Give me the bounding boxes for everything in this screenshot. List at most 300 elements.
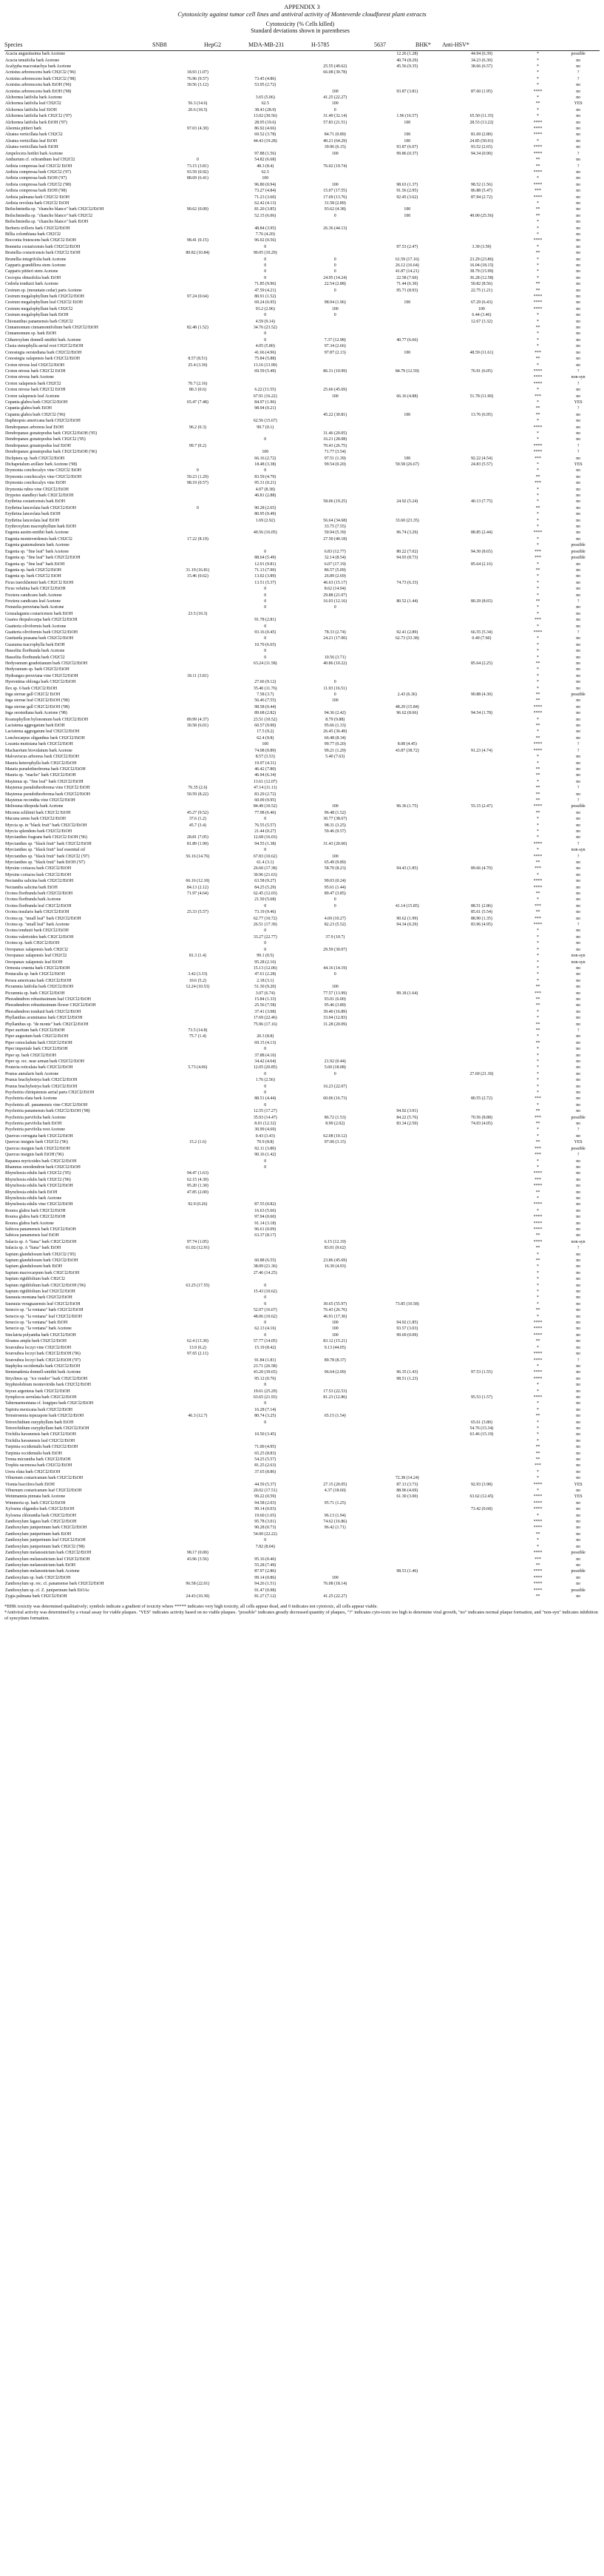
value-cell: [165, 1575, 230, 1581]
species-cell: Freziera candicans bark Acetone: [5, 593, 62, 598]
value-cell: [231, 1276, 300, 1282]
value-cell: [165, 1289, 230, 1295]
value-cell: *: [537, 1538, 539, 1543]
species-cell: Sapium rigidifolium leaf CH2Cl2/EtOH: [5, 1289, 75, 1295]
value-cell: [165, 1388, 230, 1394]
value-cell: **: [535, 810, 540, 815]
table-row: [4, 1338, 600, 1344]
value-cell: 90.62 (0.00): [186, 207, 208, 212]
value-cell: 0: [264, 263, 267, 269]
value-cell: [300, 1077, 370, 1083]
species-cell: Rourea glabra bark Acetone: [5, 1221, 54, 1226]
value-cell: ?: [577, 599, 580, 604]
value-cell: 91.56 (2.95): [396, 189, 418, 194]
value-cell: 17.5 (9.2): [257, 729, 274, 735]
value-cell: 74.73 (6.33): [396, 580, 418, 585]
table-row: [4, 175, 600, 181]
table-row: [4, 169, 600, 175]
species-cell: Cedrela tonduzii bark Acetone: [5, 282, 58, 287]
species-cell: Ardisia compressa bark EtOH ('98): [5, 189, 67, 194]
table-row: [4, 393, 600, 399]
value-cell: 0: [333, 263, 336, 269]
species-cell: Myrcia sp. in "black fruit" bark CH2Cl2/EtOH: [5, 823, 87, 828]
value-cell: [444, 1351, 519, 1357]
value-cell: 32.14 (8.54): [324, 556, 346, 561]
value-cell: [165, 151, 230, 157]
table-row: [4, 860, 600, 866]
value-cell: 7.76 (4.20): [255, 232, 275, 237]
value-cell: 44.59 (5.37): [254, 1482, 276, 1487]
value-cell: [300, 1419, 370, 1425]
value-cell: 13.51 (5.37): [254, 580, 276, 585]
value-cell: **: [535, 1140, 540, 1145]
value-cell: [165, 779, 230, 785]
species-cell: Sapium glandulosum bark CH2Cl2/EtOH: [5, 1258, 78, 1264]
value-cell: ****: [533, 1321, 543, 1326]
value-cell: 7.37 (12.98): [324, 337, 346, 343]
value-cell: 76.08 (18.14): [323, 1582, 347, 1587]
value-cell: YES: [574, 1482, 583, 1487]
value-cell: 62.42 (4.13): [254, 200, 276, 206]
value-cell: no: [576, 1476, 581, 1481]
value-cell: [165, 903, 230, 909]
value-cell: [370, 561, 445, 567]
value-cell: no: [576, 1196, 581, 1201]
species-cell: Quercus insignis bark CH2Cl2/EtOH: [5, 1146, 70, 1151]
value-cell: no: [576, 698, 581, 704]
table-row: [4, 617, 600, 623]
species-cell: Maytenus sp. "fine leaf" bark CH2Cl2/EtOH: [5, 779, 84, 784]
value-cell: **: [535, 412, 540, 417]
value-cell: [444, 1400, 519, 1406]
value-cell: [370, 779, 445, 785]
value-cell: no: [576, 717, 581, 722]
value-cell: [300, 978, 370, 984]
value-cell: [300, 126, 370, 132]
value-cell: [370, 1233, 445, 1238]
value-cell: [444, 1052, 519, 1058]
species-cell: Tapirira mexicana bark CH2Cl2/EtOH: [5, 1407, 73, 1412]
value-cell: 15.43 (10.62): [253, 1289, 277, 1295]
value-cell: ****: [533, 169, 543, 175]
value-cell: no: [576, 891, 581, 897]
value-cell: 81.20 (3.85): [254, 207, 276, 212]
species-cell: Nectandra salicina bark EtOH: [5, 885, 58, 890]
value-cell: no: [576, 337, 581, 343]
value-cell: [444, 1233, 519, 1238]
value-cell: [165, 1276, 230, 1282]
value-cell: no: [576, 518, 581, 523]
value-cell: [370, 1196, 445, 1201]
value-cell: [370, 1065, 445, 1070]
value-cell: 56.16 (14.76): [186, 854, 210, 859]
value-cell: 93.01 (6.00): [324, 997, 346, 1002]
value-cell: *: [537, 1016, 539, 1021]
table-row: [4, 760, 600, 766]
value-cell: 95.66 (1.33): [324, 724, 346, 729]
value-cell: [444, 1239, 519, 1245]
table-row: [4, 1581, 600, 1587]
value-cell: 76.55 (5.57): [254, 823, 276, 828]
value-cell: no: [576, 587, 581, 592]
value-cell: [165, 741, 230, 747]
table-row: [4, 1594, 600, 1599]
value-cell: *: [537, 244, 539, 249]
value-cell: **: [535, 1233, 540, 1238]
species-cell: Inga oerstediana bark Acetone ('98): [5, 711, 67, 716]
value-cell: 18.48 (3.38): [254, 462, 276, 468]
value-cell: 0: [333, 213, 336, 218]
value-cell: **: [535, 773, 540, 778]
value-cell: no: [576, 313, 581, 318]
value-cell: 29.59 (30.07): [323, 947, 347, 952]
value-cell: [444, 1152, 519, 1158]
value-cell: 91.78 (2.81): [254, 618, 276, 623]
value-cell: [444, 250, 519, 256]
value-cell: [165, 1090, 230, 1096]
value-cell: 41.66 (4.96): [254, 350, 276, 355]
value-cell: [370, 1506, 445, 1512]
footnotes: [4, 1604, 600, 1622]
value-cell: 0: [333, 972, 336, 977]
value-cell: *: [537, 437, 539, 442]
value-cell: ?: [577, 163, 580, 169]
value-cell: 81.69 (2.80): [470, 132, 492, 138]
value-cell: 62.4 (9.8): [257, 735, 274, 741]
value-cell: 0: [264, 1283, 267, 1288]
value-cell: no: [576, 866, 581, 871]
table-row: [4, 1214, 600, 1220]
value-cell: [165, 306, 230, 312]
value-cell: 67.29 (6.43): [470, 300, 492, 306]
value-cell: [370, 418, 445, 424]
value-cell: no: [576, 1016, 581, 1021]
table-row: [4, 188, 600, 194]
value-cell: 0: [264, 257, 267, 262]
value-cell: 88.85 (2.44): [470, 530, 492, 536]
value-cell: [300, 1289, 370, 1295]
value-cell: 97.24 (0.64): [186, 294, 208, 300]
value-cell: [165, 934, 230, 940]
value-cell: [231, 64, 300, 70]
value-cell: 22.54 (2.88): [324, 282, 346, 287]
value-cell: 94.34 (0.29): [396, 923, 418, 928]
value-cell: *: [537, 76, 539, 81]
value-cell: [444, 511, 519, 517]
value-cell: 20.6 (18.5): [188, 107, 208, 112]
species-cell: Zanthoxylum melanostictum bark CH2Cl2/EtOH: [5, 1551, 92, 1556]
value-cell: possible: [571, 1115, 586, 1120]
value-cell: 25.55 (49.62): [323, 64, 347, 70]
value-cell: ***: [535, 481, 541, 486]
value-cell: no: [576, 232, 581, 237]
table-row: [4, 897, 600, 903]
value-cell: [300, 1152, 370, 1158]
table-row: [4, 462, 600, 468]
value-cell: 6.83 (12.77): [324, 549, 346, 554]
column-header: [4, 21, 600, 51]
value-cell: 83.59 (4.79): [254, 474, 276, 479]
species-cell: Capparis grandiflora stem Acetone: [5, 263, 66, 269]
table-row: [4, 642, 600, 648]
value-cell: [165, 1407, 230, 1413]
value-cell: 0: [264, 437, 267, 442]
value-cell: 94.58 (2.03): [254, 1500, 276, 1506]
value-cell: [444, 1313, 519, 1319]
value-cell: [231, 412, 300, 418]
value-cell: 2.43 (6.36): [397, 692, 417, 698]
value-cell: [444, 586, 519, 592]
value-cell: [370, 1519, 445, 1525]
table-row: [4, 542, 600, 548]
value-cell: [444, 1338, 519, 1344]
value-cell: [300, 872, 370, 878]
value-cell: [444, 1201, 519, 1207]
value-cell: **: [535, 997, 540, 1002]
species-cell: Trichilia havanensis leaf CH2Cl2/EtOH: [5, 1438, 75, 1443]
value-cell: **: [535, 1190, 540, 1195]
value-cell: [300, 1282, 370, 1288]
value-cell: [444, 853, 519, 859]
species-cell: Viburnum costaricanum bark CH2Cl2/EtOH: [5, 1476, 84, 1481]
table-row: [4, 250, 600, 256]
value-cell: [300, 1531, 370, 1537]
value-cell: [370, 884, 445, 890]
species-cell: Conostegia oerstediana bark CH2Cl2/EtOH: [5, 350, 82, 355]
value-cell: 96.35 (1.43): [396, 1370, 418, 1375]
value-cell: ***: [535, 549, 541, 554]
value-cell: *: [537, 1047, 539, 1052]
value-cell: [370, 1158, 445, 1164]
value-cell: 100: [262, 450, 269, 455]
value-cell: 40.86 (10.22): [323, 661, 347, 667]
table-row: [4, 1028, 600, 1034]
value-cell: *: [537, 1513, 539, 1518]
value-cell: [444, 959, 519, 965]
value-cell: 56.3 (14.6): [188, 101, 208, 107]
value-cell: no: [576, 182, 581, 187]
value-cell: *: [537, 107, 539, 112]
table-row: [4, 1363, 600, 1369]
value-cell: 92.11 (3.80): [254, 1146, 276, 1151]
value-cell: **: [535, 599, 540, 604]
value-cell: [370, 449, 445, 455]
value-cell: 21.92 (0.44): [324, 1059, 346, 1065]
value-cell: no: [576, 655, 581, 660]
value-cell: 44.16 (14.19): [323, 965, 347, 971]
value-cell: [165, 1376, 230, 1382]
value-cell: no: [576, 711, 581, 716]
value-cell: no: [576, 1383, 581, 1388]
value-cell: no: [576, 487, 581, 492]
value-cell: 98.17 (0.00): [186, 1551, 208, 1556]
value-cell: 52.15 (6.06): [254, 213, 276, 218]
value-cell: *: [537, 1488, 539, 1494]
value-cell: [370, 1295, 445, 1301]
value-cell: **: [535, 724, 540, 729]
value-cell: *: [537, 636, 539, 641]
value-cell: no: [576, 350, 581, 355]
value-cell: [370, 847, 445, 853]
species-cell: Ampelocera hottlei bark Acetone: [5, 151, 64, 156]
species-cell: Hasseltia floribunda bark CH2Cl2: [5, 655, 65, 660]
value-cell: 69.24 (6.95): [254, 300, 276, 306]
value-cell: [370, 1258, 445, 1264]
value-cell: 80.82 (10.84): [186, 251, 210, 256]
table-row: [4, 965, 600, 971]
value-cell: *: [537, 468, 539, 473]
value-cell: [300, 294, 370, 300]
species-cell: Gonzalagunia costaricensis bark EtOH: [5, 611, 73, 616]
species-cell: Trema micrantha bark CH2Cl2/EtOH: [5, 1457, 71, 1463]
value-cell: [165, 1071, 230, 1077]
value-cell: 66.55 (5.34): [470, 630, 492, 635]
value-cell: ?: [577, 1358, 580, 1363]
table-row: [4, 1127, 600, 1133]
value-cell: [444, 1320, 519, 1326]
value-cell: 31.43 (20.60): [323, 841, 347, 846]
value-cell: [370, 1432, 445, 1437]
table-row: [4, 555, 600, 561]
table-row: [4, 997, 600, 1002]
table-row: [4, 710, 600, 716]
value-cell: [370, 1214, 445, 1220]
value-cell: 93.57 (3.03): [396, 1326, 418, 1332]
value-cell: no: [576, 213, 581, 218]
value-cell: 66.16 (4.88): [396, 394, 418, 399]
value-cell: 16.30 (4.93): [324, 1264, 346, 1270]
species-cell: Malvaviscus arboreus bark CH2Cl2/EtOH: [5, 755, 79, 760]
species-cell: Picramnia sp. bark CH2Cl2/EtOH: [5, 991, 65, 996]
table-row: [4, 673, 600, 679]
value-cell: 96.13 (1.94): [324, 1513, 346, 1518]
species-cell: Quercus insignis bark EtOH ('96): [5, 1153, 64, 1158]
value-cell: **: [535, 798, 540, 803]
value-cell: [370, 1413, 445, 1419]
value-cell: 30.58 (6.01): [186, 724, 208, 729]
table-row: [4, 343, 600, 349]
value-cell: no: [576, 1363, 581, 1369]
table-row: [4, 350, 600, 356]
value-cell: **: [535, 860, 540, 866]
value-cell: *: [537, 1264, 539, 1270]
value-cell: 73.45 (4.86): [254, 76, 276, 81]
value-cell: [165, 374, 230, 380]
table-row: [4, 82, 600, 88]
value-cell: [300, 1494, 370, 1500]
value-cell: no: [576, 779, 581, 784]
value-cell: 88.96 (4.69): [396, 1488, 418, 1494]
value-cell: [165, 990, 230, 996]
value-cell: 44.94 (6.39): [470, 52, 492, 57]
table-row: [4, 1102, 600, 1108]
value-cell: [370, 1059, 445, 1065]
species-cell: Weinmannia pinnata bark Acetone: [5, 1494, 66, 1500]
value-cell: 62.77 (10.72): [253, 916, 277, 921]
species-cell: Psychotria elata bark Acetone: [5, 1096, 58, 1102]
value-cell: [444, 468, 519, 473]
value-cell: 0: [264, 1102, 267, 1107]
value-cell: [444, 431, 519, 436]
value-cell: [444, 611, 519, 617]
value-cell: [370, 798, 445, 803]
species-cell: Alchornea latifolia bark Acetone: [5, 95, 63, 101]
species-cell: Phoradendron tonduzii bark CH2Cl2/EtOH: [5, 1009, 81, 1014]
value-cell: [370, 225, 445, 231]
value-cell: [370, 1537, 445, 1543]
value-cell: no: [576, 792, 581, 797]
value-cell: [370, 648, 445, 654]
value-cell: 66.16 (2.72): [254, 456, 276, 461]
value-cell: [231, 1550, 300, 1556]
value-cell: [444, 1046, 519, 1052]
species-cell: Dicliptera sp. bark CH2Cl2/EtOH: [5, 456, 65, 461]
value-cell: [165, 1432, 230, 1437]
value-cell: *: [537, 319, 539, 324]
table-row: [4, 157, 600, 163]
value-cell: [231, 1183, 300, 1189]
value-cell: [165, 1512, 230, 1518]
value-cell: no: [576, 275, 581, 280]
table-row: [4, 119, 600, 125]
value-cell: no: [576, 1034, 581, 1039]
value-cell: 97.88 (1.56): [254, 151, 276, 156]
value-cell: ****: [533, 748, 543, 753]
species-cell: Psychotria panamensis bark CH2Cl2/EtOH ('98): [5, 1109, 90, 1114]
value-cell: 80.95 (9.49): [254, 512, 276, 517]
value-cell: no: [576, 306, 581, 311]
species-cell: Eugenia sp. bark CH2Cl2/EtOH: [5, 567, 61, 573]
value-cell: no: [576, 1277, 581, 1282]
value-cell: *: [537, 829, 539, 834]
value-cell: 9.13 (44.05): [324, 1345, 346, 1350]
value-cell: 76.91 (6.05): [470, 368, 492, 374]
value-cell: [300, 1556, 370, 1562]
value-cell: [300, 1463, 370, 1469]
value-cell: 8.01 (12.32): [254, 1122, 276, 1127]
value-cell: 85.64 (2.25): [470, 661, 492, 667]
value-cell: 70.56 (8.88): [470, 1115, 492, 1120]
value-cell: [444, 829, 519, 834]
value-cell: [165, 829, 230, 834]
value-cell: *: [537, 978, 539, 983]
table-row: [4, 219, 600, 225]
value-cell: no: [576, 916, 581, 921]
species-cell: Alsomia pittieri bark: [5, 127, 42, 132]
table-row: [4, 990, 600, 996]
value-cell: [370, 1438, 445, 1444]
value-cell: 100: [404, 132, 411, 138]
value-cell: [165, 368, 230, 374]
species-cell: Trichilia havanensis bark CH2Cl2/EtOH: [5, 1432, 76, 1437]
value-cell: [444, 791, 519, 797]
value-cell: 16.28 (7.14): [254, 1407, 276, 1412]
value-cell: 6.44 (3.46): [472, 313, 492, 318]
hepg2-header: HepG2: [204, 41, 222, 48]
value-cell: [370, 1382, 445, 1388]
value-cell: [165, 866, 230, 871]
value-cell: [444, 1282, 519, 1288]
value-cell: *: [537, 269, 539, 274]
species-cell: Eugenia monteverdensis bark CH2Cl2: [5, 536, 72, 542]
species-cell: Prunus annularis bark Acetone: [5, 1071, 59, 1076]
value-cell: *: [537, 717, 539, 722]
value-cell: 12.26 (1.28): [396, 52, 418, 57]
value-cell: [300, 667, 370, 672]
table-row: [4, 1575, 600, 1581]
value-cell: no: [576, 83, 581, 88]
value-cell: 38.09 (21.36): [253, 1264, 277, 1270]
